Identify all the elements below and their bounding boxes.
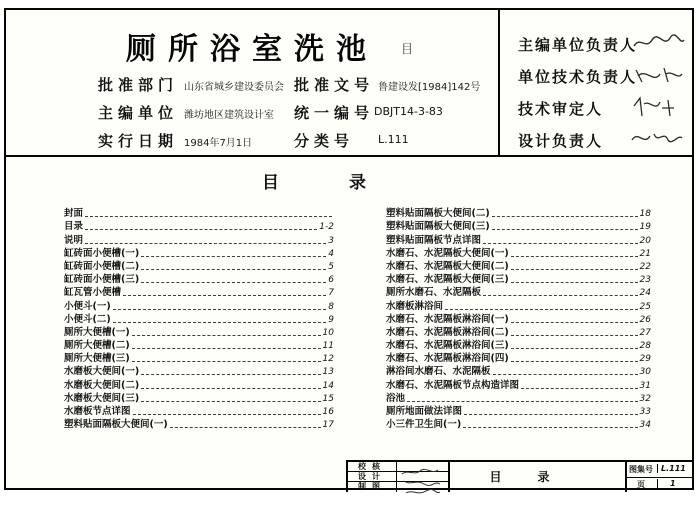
leader-dots [463,427,637,428]
title-block [346,460,694,492]
leader-dots [113,322,327,323]
approval-doc-value: 鲁建设发[1984]142号 [378,82,481,93]
toc-item-page: 3 [328,235,334,246]
resp-label: 单位技术负责人 [518,68,638,86]
toc-item-title: 缸瓦管小便槽 [64,287,122,299]
toc-item[interactable] [64,339,334,352]
toc-item-title: 水磨石、水泥隔板淋浴间(二) [386,326,509,338]
toc-item[interactable] [386,405,651,418]
resp-label: 主编单位负责人 [518,36,638,54]
toc-item[interactable] [64,313,334,326]
toc-item[interactable] [64,378,334,391]
leader-dots [141,388,320,389]
toc-item-title: 水磨石、水泥隔板淋浴间(一) [386,313,509,325]
toc-item-page: 16 [322,407,334,417]
role-checker: 校核 [348,462,396,472]
toc-item-title: 水磨板大便间(二) [64,379,140,391]
toc-item-title: 塑料贴面隔板节点详图 [386,234,482,246]
toc-item[interactable] [386,207,651,220]
leader-dots [132,348,321,349]
toc-item-page: 21 [639,248,651,259]
leader-dots [521,388,638,389]
approval-doc-label: 批准文号 [294,76,375,94]
toc-item-page: 1-2 [319,222,334,233]
toc-item-title: 封面 [64,208,84,220]
page-label: 页 [637,480,645,489]
toc-item-title: 水磨石、水泥隔板淋浴间(四) [386,353,509,365]
signature-mark [628,94,688,120]
leader-dots [511,269,638,270]
toc-item-page: 8 [328,301,334,312]
toc-item[interactable] [386,233,651,246]
toc-item-title: 缸砖面小便槽(一) [64,247,140,259]
toc-item-title: 浴池 [386,392,406,404]
toc-item[interactable] [386,365,651,378]
toc-left-column [64,207,334,431]
effective-date-value: 1984年7月1日 [184,138,253,149]
leader-dots [141,256,326,257]
toc-item-page: 27 [639,327,651,338]
atlas-value: L.111 [657,464,686,473]
toc-item-title: 小便斗(二) [64,313,111,325]
effective-date-label: 实行日期 [98,132,179,150]
toc-item-title: 水磨板大便间(一) [64,366,140,378]
toc-item-page: 15 [322,393,334,404]
signature-mark [628,126,688,152]
title-block-signatures [396,462,450,492]
page-value: 1 [657,479,676,488]
toc-item-title: 塑料贴面隔板大便间(一) [64,419,168,431]
approval-dept-value: 山东省城乡建设委员会 [184,82,284,93]
toc-item-title: 淋浴间水磨石、水泥隔板 [386,366,491,378]
toc-item[interactable] [64,365,334,378]
role-designer: 设计 [348,472,396,482]
leader-dots [113,309,327,310]
signature-mark [628,30,688,56]
chief-editor-label: 主编单位 [98,104,179,122]
toc-item-title: 厕所大便槽(三) [64,353,130,365]
toc-item-page: 19 [639,222,651,233]
toc-item[interactable] [386,418,651,431]
toc-item[interactable] [64,405,334,418]
toc-item[interactable] [386,286,651,299]
header-row-approval [6,74,498,96]
resp-row-reviewer [518,96,688,124]
designer-signature [396,472,448,482]
signature-mark [628,62,688,88]
leader-dots [132,361,321,362]
toc-item-page: 11 [322,341,334,352]
toc-item-page: 30 [639,367,651,378]
resp-label: 技术审定人 [518,100,604,118]
page-row [627,477,694,492]
toc-item-page: 33 [639,407,651,417]
sheet-header [6,10,692,157]
leader-dots [492,216,638,217]
title-block-meta [627,462,694,492]
toc-item[interactable] [386,378,651,391]
leader-dots [132,335,321,336]
toc-item[interactable] [64,392,334,405]
role-drafter: 制图 [358,482,386,491]
toc-item-page: 6 [328,275,334,286]
unified-number-value: DBJT14-3-83 [374,105,443,118]
toc-item-page: 26 [639,314,651,325]
toc-item-title: 塑料贴面隔板大便间(三) [386,221,490,233]
toc-item[interactable] [386,260,651,273]
toc-item-page: 18 [639,209,651,220]
leader-dots [511,256,638,257]
toc-right-column [386,207,651,431]
leader-dots [511,322,638,323]
toc-item-title: 厕所水磨石、水泥隔板 [386,287,482,299]
toc-item-title: 水磨石、水泥隔板大便间(三) [386,274,509,286]
toc-item[interactable] [64,286,334,299]
toc-item[interactable] [386,326,651,339]
toc-item[interactable] [64,247,334,260]
header-row-date [6,130,498,152]
leader-dots [492,229,638,230]
toc-item-page: 12 [322,354,334,365]
toc-item[interactable] [64,418,334,431]
toc-item-title: 缸砖面小便槽(二) [64,260,140,272]
unified-number-label: 统一编号 [294,104,375,122]
leader-dots [85,229,317,230]
leader-dots [170,427,321,428]
atlas-row [627,462,694,478]
toc-item-page: 22 [639,261,651,272]
page-title: 厕所浴室洗池 [126,32,378,67]
toc-item-title: 水磨石、水泥隔板大便间(二) [386,260,509,272]
toc-item-title: 厕所大便槽(二) [64,340,130,352]
header-row-editor [6,102,498,124]
drafter-signature [396,482,448,492]
leader-dots [445,309,638,310]
toc-item-title: 小便斗(一) [64,300,111,312]
leader-dots [464,414,638,415]
class-number-value: L.111 [378,133,409,146]
resp-row-designer [518,128,688,156]
toc-item[interactable] [386,220,651,233]
toc-item-title: 水磨板大便间(三) [64,392,140,404]
leader-dots [511,335,638,336]
toc-item-title: 水磨石、水泥隔板淋浴间(三) [386,340,509,352]
atlas-label: 图集号 [629,465,653,474]
title-block-title: 目录 [450,462,627,492]
toc-item-page: 4 [328,248,334,259]
leader-dots [141,282,326,283]
toc-item-page: 25 [639,301,651,312]
leader-dots [141,374,320,375]
toc-item-page: 13 [322,367,334,378]
toc-item-title: 目录 [64,221,84,233]
toc-item-page: 34 [639,420,651,431]
header-info [6,10,500,155]
class-number-label: 分类号 [294,132,355,150]
toc-item-title: 塑料贴面隔板大便间(二) [386,208,490,220]
responsible-persons [498,10,692,155]
leader-dots [85,243,326,244]
toc-item-title: 水磨板淋浴间 [386,300,444,312]
toc-item[interactable] [64,220,334,233]
signature-mark [396,488,446,497]
toc-item-page: 23 [639,275,651,286]
drawing-sheet [4,8,694,490]
toc-item-title: 小三件卫生间(一) [386,419,462,431]
toc-item[interactable] [386,339,651,352]
checker-signature [396,462,448,472]
toc-item-title: 厕所地面做法详图 [386,406,463,417]
toc-title: 目录 [262,173,436,193]
toc-item[interactable] [64,326,334,339]
leader-dots [483,243,638,244]
toc-item-page: 31 [639,380,651,391]
leader-dots [141,401,320,402]
toc-item-title: 厕所大便槽(一) [64,326,130,338]
toc-item-page: 9 [328,314,334,325]
title-mark: 目 [401,42,414,56]
leader-dots [483,295,638,296]
toc-item[interactable] [64,233,334,246]
toc-item-page: 10 [322,327,334,338]
resp-row-chief-unit [518,32,688,60]
toc-item-page: 32 [639,393,651,404]
toc-item-title: 水磨石、水泥隔板大便间(一) [386,247,509,259]
toc-item[interactable] [64,299,334,312]
leader-dots [511,282,638,283]
toc-item-page: 28 [639,341,651,352]
resp-row-tech-unit [518,64,688,92]
toc-item-page: 14 [322,380,334,391]
toc-item-page: 17 [322,420,334,431]
leader-dots [407,401,638,402]
leader-dots [141,269,326,270]
leader-dots [511,348,638,349]
toc-item[interactable] [386,352,651,365]
toc-item[interactable] [64,352,334,365]
toc-item[interactable] [386,273,651,286]
toc-item-title: 说明 [64,234,84,246]
leader-dots [85,216,332,217]
toc-item-page: 5 [328,261,334,272]
approval-dept-label: 批准部门 [98,76,179,94]
toc-item-page: 29 [639,354,651,365]
toc-item[interactable] [64,207,334,220]
leader-dots [123,295,326,296]
toc-item-page: 24 [639,288,651,299]
toc-item[interactable] [386,299,651,312]
leader-dots [511,361,638,362]
toc-item[interactable] [386,392,651,405]
toc-item-page: 7 [328,288,334,299]
toc-item[interactable] [386,313,651,326]
chief-editor-value: 潍坊地区建筑设计室 [184,110,274,121]
toc-item[interactable] [64,260,334,273]
leader-dots [133,414,321,415]
toc-item[interactable] [64,273,334,286]
resp-label: 设计负责人 [518,132,604,150]
toc-item-title: 水磨板节点详图 [64,406,131,417]
toc-item-title: 水磨石、水泥隔板节点构造详图 [386,379,520,391]
title-block-roles [348,462,397,492]
toc-item-title: 缸砖面小便槽(三) [64,274,140,286]
toc-item[interactable] [386,247,651,260]
toc-item-page: 20 [639,235,651,246]
leader-dots [493,374,638,375]
